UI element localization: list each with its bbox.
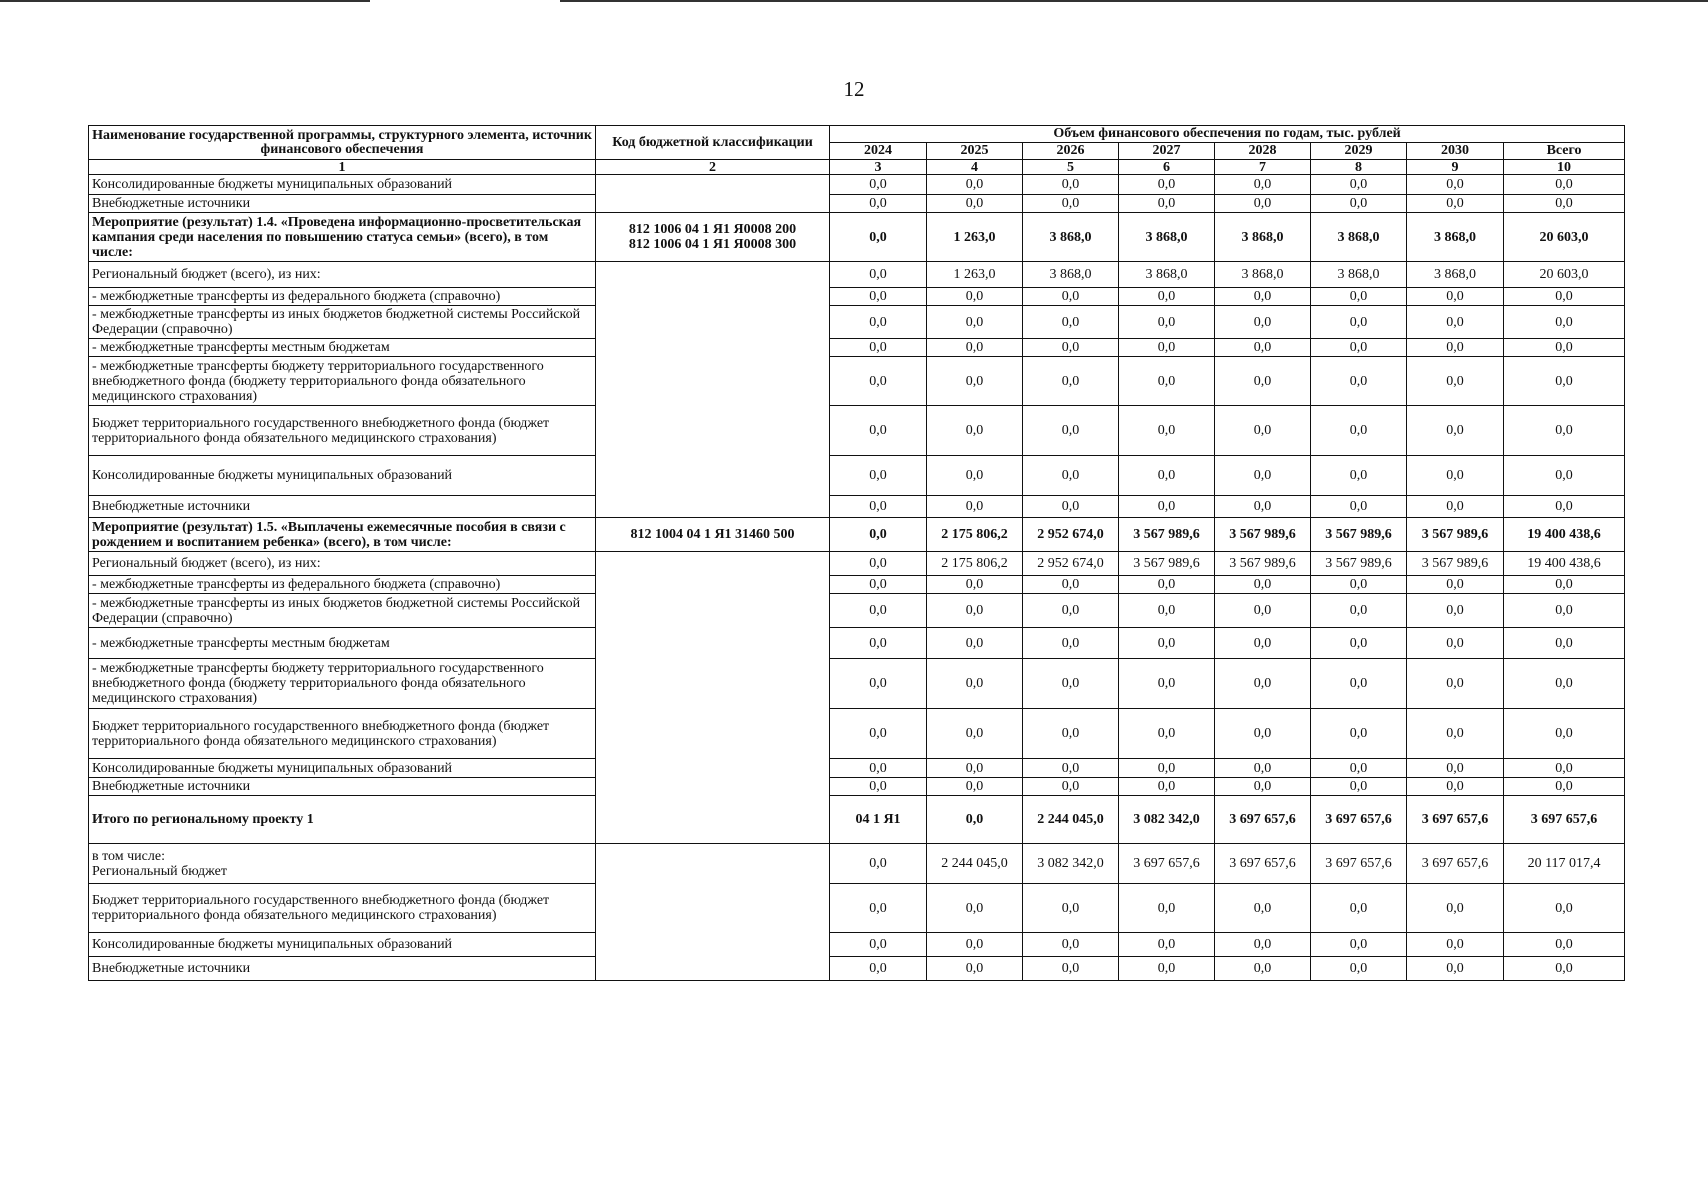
row-name: Бюджет территориального государственного внебюджетного фонда (бюджет территориального фонда обязательного медицинского страхования) <box>89 406 596 456</box>
table-row <box>89 796 1625 844</box>
year-value: 0,0 <box>1407 306 1504 339</box>
column-number-row <box>89 160 1625 175</box>
year-value: 3 567 989,6 <box>1311 552 1407 576</box>
year-value: 3 868,0 <box>1023 262 1119 288</box>
year-value: 0,0 <box>1215 628 1311 659</box>
row-total: 0,0 <box>1504 778 1625 796</box>
year-value: 0,0 <box>830 518 927 552</box>
year-value: 0,0 <box>1119 576 1215 594</box>
row-total: 0,0 <box>1504 357 1625 406</box>
row-total: 0,0 <box>1504 759 1625 778</box>
year-value: 0,0 <box>1023 288 1119 306</box>
budget-code-cell <box>596 552 830 844</box>
year-value: 0,0 <box>927 759 1023 778</box>
year-value: 3 697 657,6 <box>1504 796 1625 844</box>
year-value: 0,0 <box>1023 759 1119 778</box>
budget-code-cell <box>596 518 830 552</box>
row-total: 19 400 438,6 <box>1504 518 1625 552</box>
row-total: 0,0 <box>1504 496 1625 518</box>
year-value: 0,0 <box>927 456 1023 496</box>
year-value: 0,0 <box>1023 628 1119 659</box>
row-total: 0,0 <box>1504 306 1625 339</box>
table-row <box>89 357 1625 406</box>
budget-code-cell <box>596 175 830 213</box>
row-name: - межбюджетные трансферты из иных бюджетов бюджетной системы Российской Федерации (справочно) <box>89 594 596 628</box>
year-value: 0,0 <box>830 778 927 796</box>
year-value: 0,0 <box>1119 339 1215 357</box>
year-value: 0,0 <box>1407 339 1504 357</box>
year-value: 0,0 <box>1023 594 1119 628</box>
year-value: 0,0 <box>1311 576 1407 594</box>
year-value: 0,0 <box>927 933 1023 957</box>
year-value: 0,0 <box>830 844 927 884</box>
year-value: 0,0 <box>830 628 927 659</box>
year-value: 0,0 <box>830 659 927 709</box>
table-row <box>89 933 1625 957</box>
year-value: 0,0 <box>1215 933 1311 957</box>
year-value: 0,0 <box>1407 884 1504 933</box>
year-value: 0,0 <box>927 778 1023 796</box>
year-value: 0,0 <box>1119 195 1215 213</box>
year-value: 0,0 <box>927 339 1023 357</box>
row-total: 0,0 <box>1504 576 1625 594</box>
row-name: - межбюджетные трансферты из иных бюджетов бюджетной системы Российской Федерации (справочно) <box>89 306 596 339</box>
year-value: 3 697 657,6 <box>1215 844 1311 884</box>
year-value: 0,0 <box>1023 357 1119 406</box>
year-value: 3 697 657,6 <box>1215 796 1311 844</box>
year-value: 3 868,0 <box>1407 262 1504 288</box>
year-value: 0,0 <box>1407 175 1504 195</box>
year-value: 0,0 <box>1215 759 1311 778</box>
year-value: 0,0 <box>830 357 927 406</box>
year-value: 0,0 <box>927 957 1023 981</box>
year-value: 0,0 <box>1215 306 1311 339</box>
row-name: Внебюджетные источники <box>89 195 596 213</box>
year-value: 0,0 <box>927 796 1023 844</box>
year-value: 0,0 <box>1119 357 1215 406</box>
year-value: 0,0 <box>1407 594 1504 628</box>
year-value: 2 952 674,0 <box>1023 552 1119 576</box>
year-value: 0,0 <box>1023 884 1119 933</box>
table-body <box>89 175 1625 981</box>
year-value: 0,0 <box>830 594 927 628</box>
year-value: 2 244 045,0 <box>1023 796 1119 844</box>
row-name: Консолидированные бюджеты муниципальных образований <box>89 759 596 778</box>
year-value: 0,0 <box>1119 933 1215 957</box>
year-value: 2 244 045,0 <box>927 844 1023 884</box>
table-row <box>89 957 1625 981</box>
row-name: Консолидированные бюджеты муниципальных образований <box>89 175 596 195</box>
budget-code-cell <box>830 796 927 844</box>
year-value: 0,0 <box>1023 456 1119 496</box>
year-value: 3 697 657,6 <box>1407 796 1504 844</box>
row-total: 0,0 <box>1504 628 1625 659</box>
header-year: 2030 <box>1407 143 1504 160</box>
year-value: 0,0 <box>927 306 1023 339</box>
table-row <box>89 213 1625 262</box>
year-value: 0,0 <box>1119 628 1215 659</box>
year-value: 0,0 <box>830 306 927 339</box>
page-number: 12 <box>843 77 865 101</box>
header-total: Всего <box>1504 143 1625 160</box>
row-name: Мероприятие (результат) 1.5. «Выплачены ежемесячные пособия в связи с рождением и воспитанием ребенка» (всего), в том числе: <box>89 518 596 552</box>
year-value: 0,0 <box>1311 357 1407 406</box>
year-value: 0,0 <box>927 288 1023 306</box>
table-row <box>89 844 1625 884</box>
year-value: 0,0 <box>1311 628 1407 659</box>
year-value: 0,0 <box>1407 659 1504 709</box>
table-row <box>89 552 1625 576</box>
row-name: Мероприятие (результат) 1.4. «Проведена информационно-просветительская кампания среди населения по повышению статуса семьи» (всего), в том числе: <box>89 213 596 262</box>
row-name: - межбюджетные трансферты местным бюджетам <box>89 628 596 659</box>
year-value: 3 697 657,6 <box>1311 844 1407 884</box>
year-value: 0,0 <box>1311 496 1407 518</box>
header-year: 2026 <box>1023 143 1119 160</box>
year-value: 0,0 <box>1407 456 1504 496</box>
year-value: 0,0 <box>1119 594 1215 628</box>
year-value: 0,0 <box>1311 759 1407 778</box>
year-value: 0,0 <box>830 496 927 518</box>
year-value: 0,0 <box>1119 884 1215 933</box>
year-value: 0,0 <box>1311 594 1407 628</box>
row-total: 0,0 <box>1504 456 1625 496</box>
column-number: 4 <box>927 160 1023 175</box>
column-number: 2 <box>596 160 830 175</box>
year-value: 0,0 <box>1407 709 1504 759</box>
year-value: 0,0 <box>1215 175 1311 195</box>
year-value: 0,0 <box>1215 778 1311 796</box>
row-total: 20 603,0 <box>1504 213 1625 262</box>
row-name: Внебюджетные источники <box>89 496 596 518</box>
year-value: 0,0 <box>1119 778 1215 796</box>
year-value: 0,0 <box>927 659 1023 709</box>
row-name: Итого по региональному проекту 1 <box>89 796 596 844</box>
year-value: 0,0 <box>1023 778 1119 796</box>
year-value: 0,0 <box>830 709 927 759</box>
year-value: 0,0 <box>1215 576 1311 594</box>
year-value: 3 868,0 <box>1215 262 1311 288</box>
year-value: 0,0 <box>1311 339 1407 357</box>
table-row <box>89 288 1625 306</box>
year-value: 0,0 <box>1023 933 1119 957</box>
year-value: 3 868,0 <box>1119 262 1215 288</box>
year-value: 0,0 <box>1311 884 1407 933</box>
year-value: 0,0 <box>1215 659 1311 709</box>
column-number: 5 <box>1023 160 1119 175</box>
budget-code-cell <box>596 844 830 981</box>
year-value: 0,0 <box>1311 659 1407 709</box>
year-value: 0,0 <box>927 496 1023 518</box>
column-number: 3 <box>830 160 927 175</box>
year-value: 0,0 <box>1215 496 1311 518</box>
row-name: Региональный бюджет (всего), из них: <box>89 262 596 288</box>
row-total: 19 400 438,6 <box>1504 552 1625 576</box>
year-value: 0,0 <box>927 628 1023 659</box>
column-number: 6 <box>1119 160 1215 175</box>
year-value: 0,0 <box>1215 884 1311 933</box>
year-value: 3 082 342,0 <box>1023 844 1119 884</box>
row-name: - межбюджетные трансферты бюджету территориального государственного внебюджетного фонда (бюджету территориального фонда обязательного медицинского страхования) <box>89 659 596 709</box>
column-number: 9 <box>1407 160 1504 175</box>
year-value: 0,0 <box>830 406 927 456</box>
year-value: 1 263,0 <box>927 213 1023 262</box>
year-value: 3 868,0 <box>1311 213 1407 262</box>
year-value: 0,0 <box>1311 709 1407 759</box>
table-row <box>89 306 1625 339</box>
year-value: 0,0 <box>1407 576 1504 594</box>
year-value: 3 567 989,6 <box>1311 518 1407 552</box>
row-name: - межбюджетные трансферты местным бюджетам <box>89 339 596 357</box>
year-value: 0,0 <box>830 175 927 195</box>
year-value: 0,0 <box>1407 406 1504 456</box>
year-value: 0,0 <box>927 195 1023 213</box>
year-value: 0,0 <box>1407 195 1504 213</box>
year-value: 3 082 342,0 <box>1119 796 1215 844</box>
table-row <box>89 594 1625 628</box>
year-value: 0,0 <box>1119 406 1215 456</box>
year-value: 3 697 657,6 <box>1407 844 1504 884</box>
table-row <box>89 709 1625 759</box>
table-row <box>89 576 1625 594</box>
row-total: 0,0 <box>1504 175 1625 195</box>
header-year: 2029 <box>1311 143 1407 160</box>
row-name: Консолидированные бюджеты муниципальных образований <box>89 456 596 496</box>
header-volume: Объем финансового обеспечения по годам, тыс. рублей <box>830 126 1625 143</box>
table-row <box>89 659 1625 709</box>
column-number: 1 <box>89 160 596 175</box>
budget-code: 812 1006 04 1 Я1 Я0008 200 <box>628 222 797 237</box>
year-value: 0,0 <box>1215 957 1311 981</box>
year-value: 0,0 <box>1119 659 1215 709</box>
table-header <box>89 126 1625 175</box>
year-value: 3 567 989,6 <box>1119 518 1215 552</box>
table-row <box>89 518 1625 552</box>
year-value: 0,0 <box>927 175 1023 195</box>
top-border-left <box>0 0 370 2</box>
year-value: 0,0 <box>1119 709 1215 759</box>
row-total: 0,0 <box>1504 288 1625 306</box>
year-value: 3 567 989,6 <box>1215 518 1311 552</box>
row-name: в том числе: Региональный бюджет <box>89 844 596 884</box>
row-total: 0,0 <box>1504 884 1625 933</box>
year-value: 0,0 <box>1215 709 1311 759</box>
year-value: 0,0 <box>1311 306 1407 339</box>
year-value: 0,0 <box>1311 933 1407 957</box>
year-value: 0,0 <box>830 957 927 981</box>
table-row <box>89 262 1625 288</box>
year-value: 0,0 <box>1119 175 1215 195</box>
year-value: 0,0 <box>1311 406 1407 456</box>
header-year: 2025 <box>927 143 1023 160</box>
year-value: 0,0 <box>1311 778 1407 796</box>
row-name: Региональный бюджет (всего), из них: <box>89 552 596 576</box>
column-number: 10 <box>1504 160 1625 175</box>
year-value: 0,0 <box>830 195 927 213</box>
year-value: 0,0 <box>1215 456 1311 496</box>
year-value: 1 263,0 <box>927 262 1023 288</box>
row-name: Консолидированные бюджеты муниципальных образований <box>89 933 596 957</box>
year-value: 0,0 <box>830 884 927 933</box>
year-value: 0,0 <box>1023 406 1119 456</box>
year-value: 3 868,0 <box>1407 213 1504 262</box>
year-value: 0,0 <box>927 576 1023 594</box>
table-row <box>89 884 1625 933</box>
year-value: 0,0 <box>1119 759 1215 778</box>
year-value: 0,0 <box>830 339 927 357</box>
row-total: 0,0 <box>1504 195 1625 213</box>
row-name: - межбюджетные трансферты из федерального бюджета (справочно) <box>89 288 596 306</box>
year-value: 0,0 <box>1119 957 1215 981</box>
header-name: Наименование государственной программы, структурного элемента, источник финансового обеспечения <box>89 126 596 160</box>
year-value: 0,0 <box>830 262 927 288</box>
year-value: 0,0 <box>1119 496 1215 518</box>
row-total: 0,0 <box>1504 594 1625 628</box>
table-row <box>89 496 1625 518</box>
year-value: 0,0 <box>830 288 927 306</box>
year-value: 0,0 <box>1407 957 1504 981</box>
year-value: 0,0 <box>1215 288 1311 306</box>
year-value: 0,0 <box>927 709 1023 759</box>
year-value: 0,0 <box>927 406 1023 456</box>
year-value: 3 567 989,6 <box>1407 518 1504 552</box>
year-value: 0,0 <box>1119 306 1215 339</box>
year-value: 0,0 <box>1119 288 1215 306</box>
row-total: 0,0 <box>1504 957 1625 981</box>
year-value: 0,0 <box>927 594 1023 628</box>
year-value: 0,0 <box>1215 594 1311 628</box>
table-row <box>89 175 1625 195</box>
year-value: 3 567 989,6 <box>1407 552 1504 576</box>
year-value: 0,0 <box>830 213 927 262</box>
row-total: 0,0 <box>1504 933 1625 957</box>
row-name: Внебюджетные источники <box>89 957 596 981</box>
year-value: 3 868,0 <box>1311 262 1407 288</box>
year-value: 3 697 657,6 <box>1119 844 1215 884</box>
year-value: 0,0 <box>927 884 1023 933</box>
top-border-right <box>560 0 1708 2</box>
header-year: 2028 <box>1215 143 1311 160</box>
year-value: 2 952 674,0 <box>1023 518 1119 552</box>
row-name: Бюджет территориального государственного внебюджетного фонда (бюджет территориального фонда обязательного медицинского страхования) <box>89 884 596 933</box>
budget-code: 812 1004 04 1 Я1 31460 500 <box>630 527 795 542</box>
year-value: 0,0 <box>1311 957 1407 981</box>
table-row <box>89 628 1625 659</box>
table-row <box>89 339 1625 357</box>
row-name: Внебюджетные источники <box>89 778 596 796</box>
year-value: 0,0 <box>1311 288 1407 306</box>
table-row <box>89 778 1625 796</box>
year-value: 0,0 <box>1311 195 1407 213</box>
row-name: Бюджет территориального государственного внебюджетного фонда (бюджет территориального фонда обязательного медицинского страхования) <box>89 709 596 759</box>
header-year: 2024 <box>830 143 927 160</box>
year-value: 0,0 <box>1407 933 1504 957</box>
year-value: 0,0 <box>1023 195 1119 213</box>
row-total: 0,0 <box>1504 339 1625 357</box>
table-row <box>89 456 1625 496</box>
budget-code-cell <box>596 213 830 262</box>
year-value: 3 567 989,6 <box>1215 552 1311 576</box>
year-value: 0,0 <box>1311 456 1407 496</box>
year-value: 0,0 <box>1407 496 1504 518</box>
year-value: 0,0 <box>1407 288 1504 306</box>
year-value: 0,0 <box>1311 175 1407 195</box>
year-value: 0,0 <box>1023 339 1119 357</box>
row-total: 0,0 <box>1504 709 1625 759</box>
row-total: 20 117 017,4 <box>1504 844 1625 884</box>
year-value: 0,0 <box>1119 456 1215 496</box>
financing-table <box>88 125 1625 981</box>
year-value: 0,0 <box>1407 759 1504 778</box>
year-value: 0,0 <box>1215 406 1311 456</box>
year-value: 0,0 <box>927 357 1023 406</box>
year-value: 0,0 <box>1215 339 1311 357</box>
table-row <box>89 406 1625 456</box>
year-value: 0,0 <box>1215 357 1311 406</box>
year-value: 0,0 <box>1023 659 1119 709</box>
row-total: 0,0 <box>1504 406 1625 456</box>
table-row <box>89 195 1625 213</box>
year-value: 3 697 657,6 <box>1311 796 1407 844</box>
column-number: 7 <box>1215 160 1311 175</box>
header-code: Код бюджетной классификации <box>596 126 830 160</box>
row-name: - межбюджетные трансферты бюджету территориального государственного внебюджетного фонда (бюджету территориального фонда обязательного медицинского страхования) <box>89 357 596 406</box>
year-value: 0,0 <box>1023 306 1119 339</box>
year-value: 0,0 <box>830 552 927 576</box>
row-name: - межбюджетные трансферты из федерального бюджета (справочно) <box>89 576 596 594</box>
year-value: 3 868,0 <box>1119 213 1215 262</box>
budget-code: 812 1006 04 1 Я1 Я0008 300 <box>628 237 797 252</box>
year-value: 0,0 <box>1215 195 1311 213</box>
year-value: 0,0 <box>1023 496 1119 518</box>
year-value: 0,0 <box>830 933 927 957</box>
year-value: 2 175 806,2 <box>927 518 1023 552</box>
header-year: 2027 <box>1119 143 1215 160</box>
year-value: 0,0 <box>830 759 927 778</box>
year-value: 0,0 <box>1407 357 1504 406</box>
year-value: 0,0 <box>830 576 927 594</box>
year-value: 0,0 <box>1023 576 1119 594</box>
year-value: 3 868,0 <box>1023 213 1119 262</box>
year-value: 3 567 989,6 <box>1119 552 1215 576</box>
budget-code-cell <box>596 262 830 518</box>
row-total: 20 603,0 <box>1504 262 1625 288</box>
year-value: 0,0 <box>830 456 927 496</box>
year-value: 0,0 <box>1407 628 1504 659</box>
year-value: 0,0 <box>1407 778 1504 796</box>
year-value: 2 175 806,2 <box>927 552 1023 576</box>
budget-code: 04 1 Я1 <box>855 812 901 827</box>
column-number: 8 <box>1311 160 1407 175</box>
year-value: 3 868,0 <box>1215 213 1311 262</box>
year-value: 0,0 <box>1023 709 1119 759</box>
year-value: 0,0 <box>1023 175 1119 195</box>
year-value: 0,0 <box>1023 957 1119 981</box>
table-row <box>89 759 1625 778</box>
row-total: 0,0 <box>1504 659 1625 709</box>
